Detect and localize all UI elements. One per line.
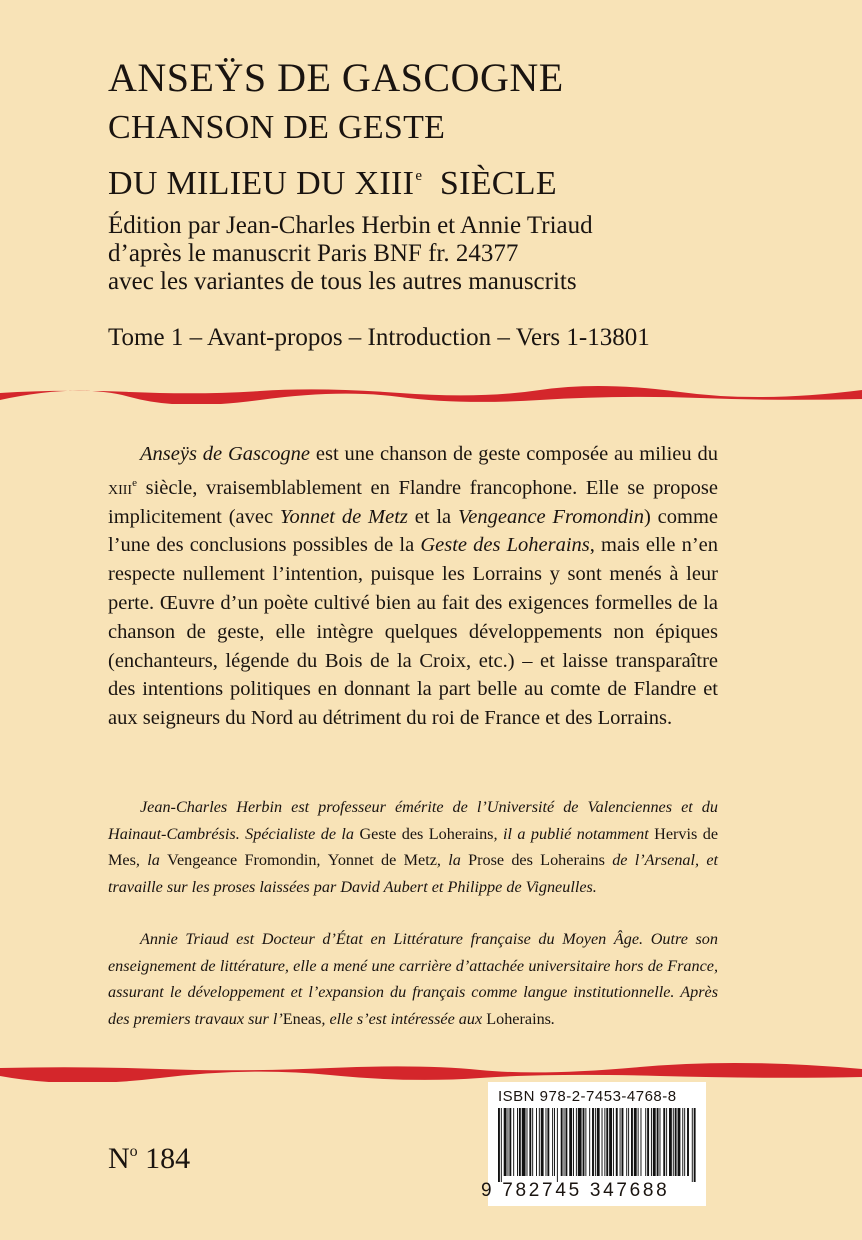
edition-line: d’après le manuscrit Paris BNF fr. 24377	[108, 240, 519, 267]
barcode-bar	[631, 1108, 633, 1176]
work-title: Hervis de Mes	[108, 824, 719, 870]
barcode-bar	[576, 1108, 577, 1176]
bio-text: , il a publié notamment	[493, 824, 655, 843]
barcode-bar	[645, 1108, 646, 1176]
bio-text: , la	[436, 851, 469, 870]
barcode-bar	[620, 1108, 621, 1176]
barcode-bar	[561, 1108, 563, 1176]
summary-text: et la	[407, 505, 458, 528]
barcode-bar	[547, 1108, 549, 1176]
century-numeral: xiii	[108, 476, 133, 499]
barcode-bar	[557, 1108, 558, 1182]
barcode-bar	[653, 1108, 656, 1176]
work-title: Vengeance Fromondin	[458, 505, 644, 528]
barcode-bar	[606, 1108, 608, 1176]
red-brush-divider-top	[0, 384, 862, 404]
barcode-bar	[539, 1108, 540, 1176]
bio-text: .	[550, 1010, 556, 1029]
barcode-bar	[595, 1108, 596, 1176]
barcode-bar	[602, 1108, 603, 1176]
barcode-bar	[509, 1108, 511, 1176]
barcode-bar	[578, 1108, 582, 1176]
barcode-bar	[504, 1108, 507, 1176]
author-bio-triaud	[108, 926, 718, 1033]
barcode-bar	[692, 1108, 693, 1182]
barcode-bar	[585, 1108, 586, 1176]
barcode-bar	[663, 1108, 665, 1176]
barcode-bar	[613, 1108, 614, 1176]
barcode-bar	[554, 1108, 555, 1176]
bio-text: , la	[135, 851, 168, 870]
barcode-bar	[604, 1108, 605, 1176]
barcode-digits: 9 782745 347688	[481, 1180, 670, 1201]
bio-text: Jean-Charles Herbin est professeur émérite de l’Université de Valenciennes et du Hainaut-Cambrésis. Spécialiste de la	[108, 798, 718, 843]
barcode-bar	[657, 1108, 659, 1176]
barcode-bar	[522, 1108, 526, 1176]
barcode-bar	[660, 1108, 661, 1176]
barcode-bar	[666, 1108, 667, 1176]
barcode-bar	[622, 1108, 624, 1176]
barcode-bar	[532, 1108, 533, 1176]
barcode-bar	[626, 1108, 627, 1176]
barcode-bar	[527, 1108, 528, 1176]
number-sign: N	[108, 1142, 130, 1175]
barcode-bar	[651, 1108, 652, 1176]
barcode-bar	[498, 1108, 500, 1182]
century-superscript: e	[132, 476, 137, 489]
work-title: Eneas	[282, 1010, 322, 1029]
barcode-bar	[675, 1108, 677, 1176]
barcode-bar	[589, 1108, 590, 1176]
barcode-bar	[573, 1108, 574, 1176]
barcode-bar	[687, 1108, 689, 1176]
barcode-bar	[546, 1108, 547, 1176]
barcode-bar	[684, 1108, 685, 1176]
title-block	[108, 52, 748, 208]
barcode-bar	[569, 1108, 572, 1176]
barcode-bar	[682, 1108, 683, 1176]
barcode-bar	[519, 1108, 521, 1176]
barcode-bar	[673, 1108, 674, 1176]
work-title: Loherains	[486, 1010, 551, 1029]
number-sign-superscript: o	[129, 1143, 138, 1160]
barcode-bar	[564, 1108, 565, 1176]
barcode-bar	[628, 1108, 629, 1176]
bio-text: de l’Arsenal, et travaille sur les proses laissées par David Aubert et Philippe de Vigneulles.	[108, 851, 719, 897]
book-title: ANSEŸS DE GASCOGNE	[108, 55, 564, 100]
barcode-bar	[669, 1108, 672, 1176]
edition-credits	[108, 212, 748, 296]
subtitle-line-2-text: DU MILIEU DU XIII	[108, 165, 415, 202]
barcode-bar	[565, 1108, 567, 1176]
summary-text: siècle, vraisemblablement en Flandre francophone. Elle se propose implicitement (avec	[108, 476, 718, 528]
summary-text: ) comme l’une des conclusions possibles de la	[108, 505, 718, 557]
barcode-bar	[638, 1108, 639, 1176]
barcode-bar	[517, 1108, 518, 1176]
subtitle-line-2-end: SIÈCLE	[439, 165, 557, 202]
barcode-bars	[494, 1108, 700, 1182]
series-number-value: 184	[145, 1142, 191, 1175]
bio-text: , elle s’est intéressée aux	[321, 1010, 487, 1029]
edition-line: avec les variantes de tous les autres manuscrits	[108, 268, 577, 295]
summary-text: , mais elle n’en respecte nullement l’intention, puisque les Lorrains y sont menés à leur perte. Œuvre d’un poète cultivé bien au fait des exigences formelles de la chanson de geste, elle intègre quelques développements non épiques (enchanteurs, légende du Bois de la Croix, etc.) – et laisse transparaître des intentions politiques en donnant la part belle au comte de Flandre et aux seigneurs du Nord au détriment du roi de France et des Lorrains.	[108, 534, 719, 730]
subtitle-line-1: CHANSON DE GESTE	[108, 109, 446, 146]
barcode-bar	[583, 1108, 585, 1176]
barcode-bar	[529, 1108, 531, 1176]
subtitle-line-2	[108, 152, 748, 208]
barcode-bar	[536, 1108, 537, 1176]
barcode-bar	[634, 1108, 637, 1176]
barcode-bar	[647, 1108, 649, 1176]
work-title: Yonnet de Metz	[279, 505, 408, 528]
barcode-bar	[694, 1108, 696, 1182]
barcode-bar	[678, 1108, 681, 1176]
red-brush-divider-bottom	[0, 1062, 862, 1082]
barcode-bar	[508, 1108, 509, 1176]
volume-info: Tome 1 – Avant-propos – Introduction – Vers 1-13801	[108, 324, 650, 351]
work-title: Geste des Loherains	[420, 534, 590, 557]
barcode-bar	[597, 1108, 600, 1176]
summary-text: est une chanson de geste composée au milieu du	[310, 443, 719, 465]
barcode-bar	[592, 1108, 594, 1176]
work-title: Vengeance Fromondin	[167, 851, 317, 870]
barcode-bar	[609, 1108, 612, 1176]
barcode-bar	[541, 1108, 544, 1176]
bio-text: Annie Triaud est Docteur d’État en Littérature française du Moyen Âge. Outre son enseignement de littérature, elle a mené une carrière d’attachée universitaire hors de France, assurant le développement et l’expansion du français comme langue institutionnelle. Après des premiers travaux sur l’	[108, 930, 718, 1029]
barcode-bar	[641, 1108, 642, 1176]
barcode-bar	[616, 1108, 618, 1176]
summary-title: Anseÿs de Gascogne	[140, 443, 310, 465]
barcode-bar	[513, 1108, 514, 1176]
author-bio-herbin	[108, 794, 718, 901]
work-title: Prose des Loherains	[468, 851, 605, 870]
series-number	[108, 1142, 190, 1176]
book-summary	[108, 440, 718, 733]
barcode-bar	[501, 1108, 502, 1182]
bio-text: ,	[316, 851, 328, 870]
isbn-label: ISBN 978-2-7453-4768-8	[498, 1088, 677, 1105]
century-superscript: e	[415, 168, 423, 184]
barcode-bar	[552, 1108, 553, 1176]
work-title: Geste des Loherains	[359, 824, 494, 843]
edition-line: Édition par Jean-Charles Herbin et Annie Triaud	[108, 212, 593, 239]
work-title: Yonnet de Metz	[327, 851, 437, 870]
